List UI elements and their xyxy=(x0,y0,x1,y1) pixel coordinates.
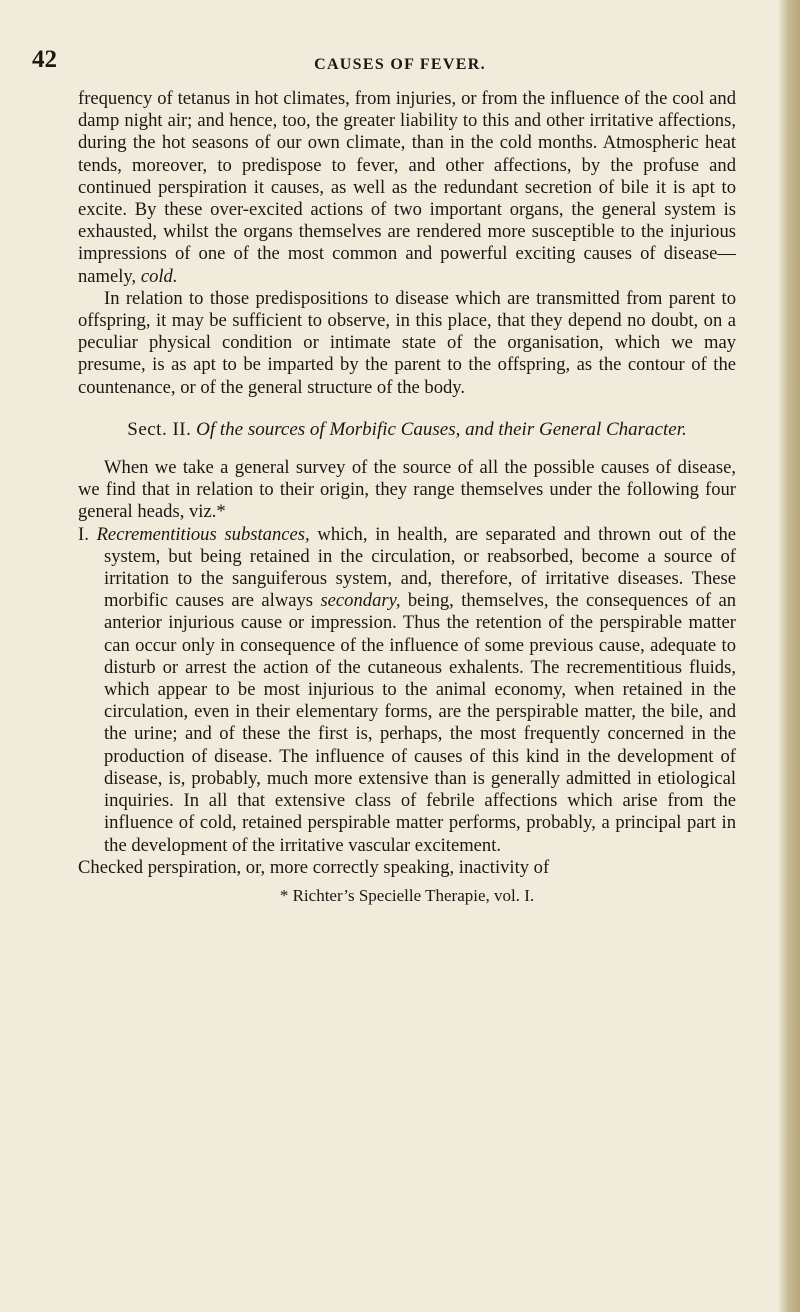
page-number: 42 xyxy=(32,46,57,73)
section-heading xyxy=(78,419,736,441)
paragraph-2: In relation to those predispositions to disease which are transmitted from parent to offspring, it may be sufficient to observe, in this place, that they depend no doubt, on a peculiar physical condition or intimate state of the organisation, which we may presume, is as apt to be imparted by the parent to the offspring, as the contour of the countenance, or of the general structure of the body. xyxy=(78,287,736,398)
section-label: Sect. II. xyxy=(127,418,192,440)
list-item-1-term: Recrementitious substances, xyxy=(96,523,310,545)
page-edge-shadow xyxy=(778,0,800,1312)
paragraph-1 xyxy=(78,88,736,288)
paragraph-1-emphasis: cold. xyxy=(140,265,178,287)
list-item-1-emphasis: secondary, xyxy=(320,590,401,612)
paragraph-1-text: frequency of tetanus in hot climates, from injuries, or from the influence of the cool and damp night air; and hence, too, the greater liability to this and other irritative affections, during the hot seasons of our own climate, than in the cold months. Atmospheric heat tends, moreover, to predispose to fever, and other affections, by the profuse and continued perspiration it causes, as well as the redundant secretion of bile it is apt to excite. By these over-excited actions of two important organs, the general system is exhausted, whilst the organs themselves are rendered more susceptible to the injurious impressions of one of the most common and powerful exciting causes of disease—namely, xyxy=(78,88,736,287)
section-title: Of the sources of Morbific Causes, and their General Character. xyxy=(196,418,687,440)
paragraph-3: When we take a general survey of the source of all the possible causes of disease, we find that in relation to their origin, they range themselves under the following four general heads, viz.* xyxy=(78,457,736,523)
paragraph-4: Checked perspiration, or, more correctly speaking, inactivity of xyxy=(78,856,550,878)
list-item-1 xyxy=(78,524,736,857)
body-text xyxy=(78,88,736,907)
running-title: CAUSES OF FEVER. xyxy=(314,56,486,73)
footnote: * Richter’s Specielle Therapie, vol. I. xyxy=(279,885,535,905)
list-item-1-text-b: being, themselves, the consequences of an anterior injurious cause or impression. Thus the retention of the perspirable matter can occur only in consequence of the influence of some previous cause, adequate to disturb or arrest the action of the cutaneous exhalents. The recrementitious fluids, which appear to be most injurious to the animal economy, when retained in the circulation, even in their elementary forms, are the perspirable matter, the bile, and the urine; and of these the first is, perhaps, the most frequently concerned in the production of disease. The influence of causes of this kind in the development of disease, is, probably, much more extensive than is generally admitted in etiological inquiries. In all that extensive class of febrile affections which arise from the influence of cold, retained perspirable matter performs, probably, a principal part in the development of the irritative vascular excitement. xyxy=(104,590,736,856)
list-item-1-numeral: I. xyxy=(78,523,89,545)
list-item-1-text-a: which, in health, are separated and thrown out of the system, but being retained in the circulation, or reabsorbed, become a source of irritation to the sanguiferous system, and, therefore, of irritative diseases. These morbific causes are always xyxy=(104,523,736,612)
